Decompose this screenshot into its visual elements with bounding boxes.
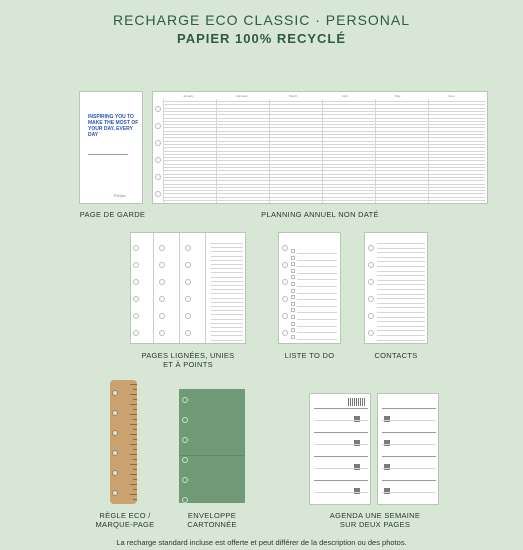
planner-row [163, 170, 485, 171]
contact-line [377, 303, 425, 304]
planner-row [163, 180, 485, 181]
punch-hole [133, 245, 139, 251]
ruled-line [211, 302, 243, 303]
planner-row [163, 184, 485, 185]
planner-row [163, 108, 485, 109]
planner-row [163, 193, 485, 194]
punch-hole [182, 417, 188, 423]
day-line [314, 492, 368, 493]
ruler-bookmark [110, 380, 137, 504]
ruler-tick [133, 389, 137, 390]
page-title: RECHARGE ECO CLASSIC · PERSONAL [112, 12, 411, 28]
ruler-tick [130, 384, 137, 385]
punch-hole [185, 245, 191, 251]
ruler-tick [130, 454, 137, 455]
planner-row [163, 190, 485, 191]
day-divider [382, 480, 436, 481]
agenda-right-page [377, 393, 439, 505]
ruled-line [211, 340, 243, 341]
day-line [314, 444, 368, 445]
todo-checkbox [291, 282, 295, 286]
todo-line [297, 319, 337, 320]
page-subtitle: PAPIER 100% RECYCLÉ [176, 31, 347, 46]
todo-checkbox [291, 308, 295, 312]
contacts-page [364, 232, 428, 344]
ruled-line [211, 310, 243, 311]
cover-page [79, 91, 143, 204]
contact-line [377, 284, 425, 285]
caption-ruler-1: RÈGLE ECO / [99, 511, 151, 520]
ruled-line [211, 256, 243, 257]
contact-line [377, 266, 425, 267]
day-marker [354, 440, 360, 446]
planner-row [163, 124, 485, 125]
contact-line [377, 321, 425, 322]
page-edge [179, 233, 180, 344]
contact-line [377, 340, 425, 341]
day-marker [384, 440, 390, 446]
month-label: May [395, 94, 401, 98]
day-line [382, 420, 436, 421]
ruled-line [211, 281, 243, 282]
contact-line [377, 298, 425, 299]
punch-hole [282, 296, 288, 302]
day-line [382, 492, 436, 493]
caption-envelope-1: ENVELOPPE [187, 511, 237, 520]
planner-row [163, 174, 485, 175]
punch-hole [159, 313, 165, 319]
punch-hole [133, 279, 139, 285]
caption-cover: PAGE DE GARDE [79, 210, 146, 219]
contact-line [377, 261, 425, 262]
planner-row [163, 164, 485, 165]
planner-row [163, 197, 485, 198]
contact-line [377, 307, 425, 308]
punch-hole [182, 497, 188, 503]
caption-ruled-2: ET À POINTS [163, 360, 213, 369]
month-label: January [183, 94, 194, 98]
punch-hole [185, 296, 191, 302]
punch-hole [159, 262, 165, 268]
punch-hole [112, 430, 118, 436]
punch-hole [185, 279, 191, 285]
page-edge [205, 233, 206, 344]
todo-line [297, 339, 337, 340]
punch-hole [155, 123, 161, 129]
punch-hole [112, 410, 118, 416]
todo-checkbox [291, 275, 295, 279]
punch-hole [155, 140, 161, 146]
ruled-line [211, 243, 243, 244]
contact-line [377, 280, 425, 281]
todo-checkbox [291, 302, 295, 306]
planner-row [163, 131, 485, 132]
planner-row [163, 104, 485, 105]
punch-hole [155, 191, 161, 197]
todo-line [297, 293, 337, 294]
todo-checkbox [291, 322, 295, 326]
punch-hole [133, 330, 139, 336]
ruler-tick [133, 439, 137, 440]
contact-line [377, 248, 425, 249]
ruled-line [211, 331, 243, 332]
contact-line [377, 317, 425, 318]
todo-line [297, 279, 337, 280]
ruler-tick [133, 469, 137, 470]
ruler-tick [130, 424, 137, 425]
punch-hole [368, 262, 374, 268]
punch-hole [282, 245, 288, 251]
day-marker [354, 464, 360, 470]
punch-hole [182, 437, 188, 443]
punch-hole [282, 262, 288, 268]
punch-hole [133, 313, 139, 319]
punch-hole [182, 397, 188, 403]
planner-row [163, 114, 485, 115]
planner-row [163, 154, 485, 155]
day-divider [314, 408, 368, 409]
day-marker [384, 488, 390, 494]
punch-hole [112, 390, 118, 396]
ruler-tick [133, 429, 137, 430]
punch-hole [155, 106, 161, 112]
ruler-tick [130, 484, 137, 485]
planner-row [163, 200, 485, 201]
ruled-line [211, 327, 243, 328]
day-line [314, 420, 368, 421]
ruler-tick [130, 494, 137, 495]
punch-hole [159, 279, 165, 285]
punch-hole [185, 330, 191, 336]
day-line [382, 444, 436, 445]
punch-hole [155, 174, 161, 180]
ruled-line [211, 272, 243, 273]
punch-hole [155, 157, 161, 163]
caption-contacts: CONTACTS [374, 351, 418, 360]
day-marker [384, 464, 390, 470]
punch-hole [112, 490, 118, 496]
contact-line [377, 275, 425, 276]
punch-hole [182, 457, 188, 463]
annual-planner [152, 91, 488, 204]
punch-hole [282, 330, 288, 336]
planner-row [163, 167, 485, 168]
planner-row [163, 147, 485, 148]
todo-line [297, 312, 337, 313]
punch-hole [185, 262, 191, 268]
ruled-line [211, 319, 243, 320]
punch-hole [133, 262, 139, 268]
month-label: June [448, 94, 455, 98]
day-marker [384, 416, 390, 422]
todo-checkbox [291, 315, 295, 319]
ruled-line [211, 306, 243, 307]
ruler-tick [133, 449, 137, 450]
punch-hole [185, 313, 191, 319]
todo-checkbox [291, 249, 295, 253]
planner-row [163, 141, 485, 142]
ruler-tick [133, 499, 137, 500]
ruled-line [211, 260, 243, 261]
todo-line [297, 260, 337, 261]
brand-logo: Filofax [114, 193, 126, 198]
punch-hole [182, 477, 188, 483]
punch-hole [159, 330, 165, 336]
planner-row [163, 111, 485, 112]
contact-line [377, 289, 425, 290]
caption-agenda-2: SUR DEUX PAGES [339, 520, 411, 529]
planner-row [163, 187, 485, 188]
todo-checkbox [291, 295, 295, 299]
punch-hole [133, 296, 139, 302]
ruled-line [211, 293, 243, 294]
ruled-line [211, 264, 243, 265]
ruler-tick [130, 434, 137, 435]
ruled-line [211, 298, 243, 299]
contact-line [377, 243, 425, 244]
agenda-left-page [309, 393, 371, 505]
ruled-line [211, 277, 243, 278]
ruled-line [211, 335, 243, 336]
caption-envelope-2: CARTONNÉE [187, 520, 237, 529]
day-divider [382, 456, 436, 457]
todo-checkbox [291, 328, 295, 332]
planner-row [163, 118, 485, 119]
contact-line [377, 252, 425, 253]
todo-line [297, 286, 337, 287]
ruler-tick [133, 419, 137, 420]
planner-row [163, 134, 485, 135]
month-label: March [289, 94, 298, 98]
ruled-line [211, 323, 243, 324]
punch-hole [368, 296, 374, 302]
ruler-tick [130, 444, 137, 445]
todo-line [297, 253, 337, 254]
planner-row [163, 151, 485, 152]
contact-line [377, 326, 425, 327]
day-line [382, 468, 436, 469]
todo-line [297, 266, 337, 267]
planner-row [163, 101, 485, 102]
envelope-card [179, 389, 245, 503]
punch-hole [159, 245, 165, 251]
punch-hole [368, 279, 374, 285]
todo-line [297, 299, 337, 300]
ruler-tick [130, 394, 137, 395]
todo-checkbox [291, 256, 295, 260]
caption-planning: PLANNING ANNUEL NON DATÉ [261, 210, 379, 219]
day-divider [382, 408, 436, 409]
contact-line [377, 294, 425, 295]
todo-line [297, 273, 337, 274]
contact-line [377, 271, 425, 272]
punch-hole [368, 330, 374, 336]
ruled-line [211, 285, 243, 286]
punch-hole [159, 296, 165, 302]
ruled-pages [130, 232, 246, 344]
ruler-tick [130, 404, 137, 405]
footer-note: La recharge standard incluse est offerte et peut différer de la description ou des photos. [116, 538, 407, 547]
planner-row [163, 160, 485, 161]
contact-line [377, 312, 425, 313]
ruled-line [211, 289, 243, 290]
contact-line [377, 330, 425, 331]
day-divider [314, 480, 368, 481]
mini-calendar [348, 398, 366, 406]
punch-hole [112, 450, 118, 456]
caption-ruler-2: MARQUE-PAGE [95, 520, 155, 529]
day-divider [314, 456, 368, 457]
ruled-line [211, 251, 243, 252]
planner-row [163, 177, 485, 178]
ruler-tick [130, 474, 137, 475]
todo-checkbox [291, 289, 295, 293]
day-line [314, 468, 368, 469]
cover-rule [88, 154, 128, 155]
cover-headline: INSPIRING YOU TO MAKE THE MOST OF YOUR DAY, EVERY DAY [88, 114, 139, 138]
day-divider [314, 432, 368, 433]
planner-row [163, 121, 485, 122]
todo-line [297, 326, 337, 327]
ruler-tick [130, 414, 137, 415]
punch-hole [282, 313, 288, 319]
day-marker [354, 416, 360, 422]
ruler-tick [133, 489, 137, 490]
caption-agenda-1: AGENDA UNE SEMAINE [329, 511, 421, 520]
contact-line [377, 257, 425, 258]
todo-page [278, 232, 341, 344]
caption-todo: LISTE TO DO [284, 351, 335, 360]
punch-hole [368, 245, 374, 251]
planner-row [163, 144, 485, 145]
todo-line [297, 332, 337, 333]
day-marker [354, 488, 360, 494]
planner-row [163, 137, 485, 138]
todo-checkbox [291, 269, 295, 273]
ruled-line [211, 268, 243, 269]
ruler-tick [133, 399, 137, 400]
contact-line [377, 335, 425, 336]
punch-hole [368, 313, 374, 319]
planner-row [163, 127, 485, 128]
caption-ruled-1: PAGES LIGNÉES, UNIES [141, 351, 235, 360]
day-divider [382, 432, 436, 433]
punch-hole [282, 279, 288, 285]
month-label: April [342, 94, 349, 98]
todo-checkbox [291, 335, 295, 339]
ruler-tick [130, 464, 137, 465]
ruler-tick [133, 459, 137, 460]
page-edge [153, 233, 154, 344]
ruled-line [211, 247, 243, 248]
todo-line [297, 306, 337, 307]
envelope-fold [179, 455, 245, 456]
month-label: February [236, 94, 249, 98]
ruled-line [211, 314, 243, 315]
ruler-tick [133, 409, 137, 410]
planner-row [163, 157, 485, 158]
todo-checkbox [291, 262, 295, 266]
ruler-tick [133, 479, 137, 480]
punch-hole [112, 470, 118, 476]
